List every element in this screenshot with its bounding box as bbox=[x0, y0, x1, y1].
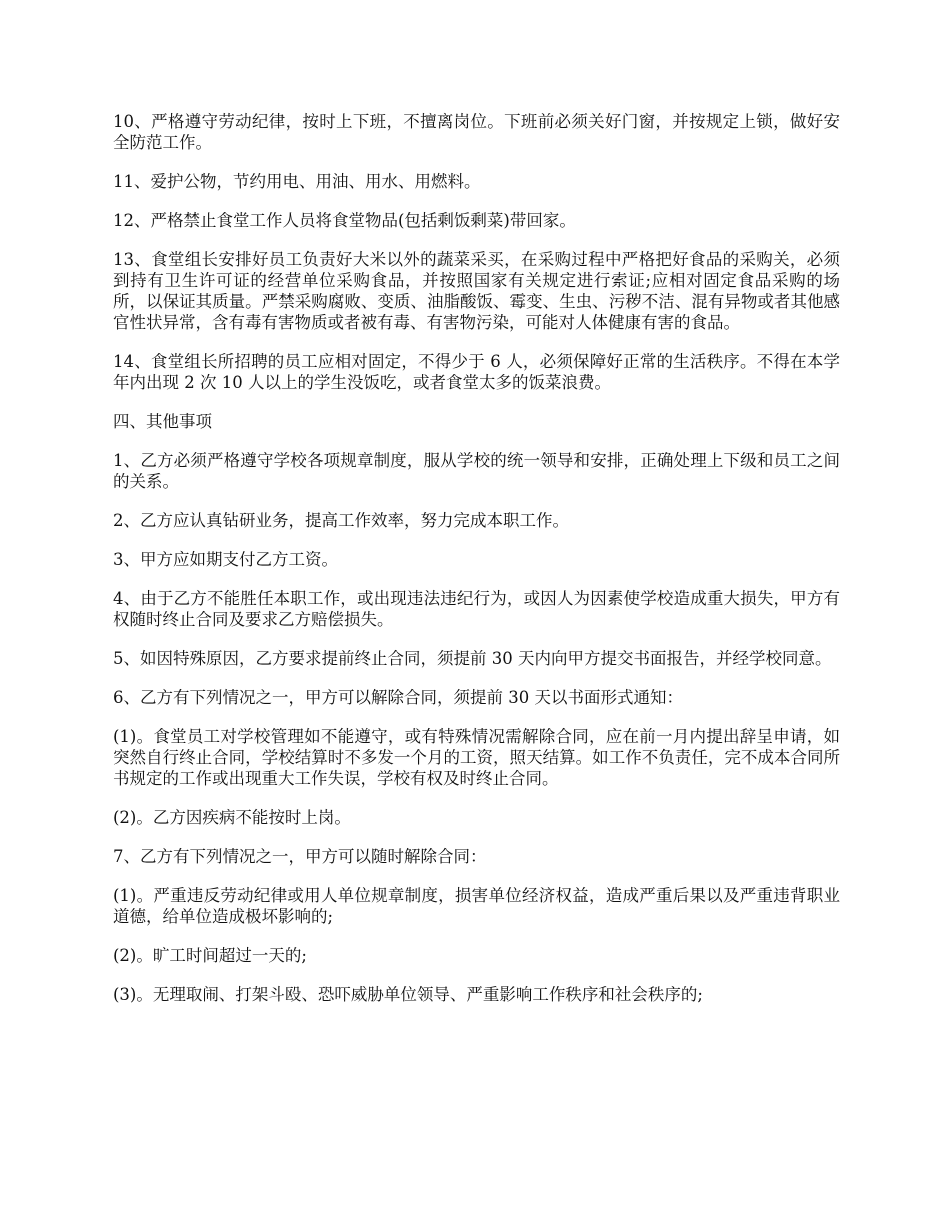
section-heading-other-matters: 四、其他事项 bbox=[113, 412, 212, 431]
paragraph-other-6-item-2: (2)。乙方因疾病不能按时上岗。 bbox=[113, 808, 351, 827]
paragraph-rule-12: 12、严格禁止食堂工作人员将食堂物品(包括剩饭剩菜)带回家。 bbox=[113, 211, 576, 230]
paragraph-rule-13: 13、食堂组长安排好员工负责好大米以外的蔬菜采买，在采购过程中严格把好食品的采购关，必须到持有卫生许可证的经营单位采购食品，并按照国家有关规定进行索证;应相对固定食品采购的场所，以保证其质量。严禁采购腐败、变质、油脂酸饭、霉变、生虫、污秽不洁、混有异物或者其他感官性状异常，含有毒有害物质或者被有毒、有害物污染，可能对人体健康有害的食品。 bbox=[113, 250, 840, 332]
paragraph-other-2: 2、乙方应认真钻研业务，提高工作效率，努力完成本职工作。 bbox=[113, 511, 569, 530]
paragraph-rule-14: 14、食堂组长所招聘的员工应相对固定，不得少于 6 人，必须保障好正常的生活秩序。不得在本学年内出现 2 次 10 人以上的学生没饭吃，或者食堂太多的饭菜浪费。 bbox=[113, 352, 840, 392]
paragraph-other-4: 4、由于乙方不能胜任本职工作，或出现违法违纪行为，或因人为因素使学校造成重大损失，甲方有权随时终止合同及要求乙方赔偿损失。 bbox=[113, 589, 840, 629]
paragraph-other-7-item-3: (3)。无理取闹、打架斗殴、恐吓威胁单位领导、严重影响工作秩序和社会秩序的; bbox=[113, 985, 703, 1004]
paragraph-other-7-item-1: (1)。严重违反劳动纪律或用人单位规章制度，损害单位经济权益，造成严重后果以及严重违背职业道德，给单位造成极坏影响的; bbox=[113, 886, 840, 926]
paragraph-rule-11: 11、爱护公物，节约用电、用油、用水、用燃料。 bbox=[113, 172, 481, 191]
paragraph-other-1: 1、乙方必须严格遵守学校各项规章制度，服从学校的统一领导和安排，正确处理上下级和员工之间的关系。 bbox=[113, 451, 840, 491]
paragraph-rule-10: 10、严格遵守劳动纪律，按时上下班，不擅离岗位。下班前必须关好门窗，并按规定上锁，做好安全防范工作。 bbox=[113, 112, 840, 152]
paragraph-other-7: 7、乙方有下列情况之一，甲方可以随时解除合同： bbox=[113, 847, 487, 866]
paragraph-other-3: 3、甲方应如期支付乙方工资。 bbox=[113, 550, 338, 569]
paragraph-other-6: 6、乙方有下列情况之一，甲方可以解除合同，须提前 30 天以书面形式通知： bbox=[113, 688, 683, 707]
paragraph-other-5: 5、如因特殊原因，乙方要求提前终止合同，须提前 30 天内向甲方提交书面报告，并经学校同意。 bbox=[113, 649, 832, 668]
paragraph-other-6-item-1: (1)。食堂员工对学校管理如不能遵守，或有特殊情况需解除合同，应在前一月内提出辞呈申请，如突然自行终止合同，学校结算时不多发一个月的工资，照天结算。如工作不负责任，完不成本合同所书规定的工作或出现重大工作失误，学校有权及时终止合同。 bbox=[113, 727, 840, 788]
paragraph-other-7-item-2: (2)。旷工时间超过一天的; bbox=[113, 946, 307, 965]
